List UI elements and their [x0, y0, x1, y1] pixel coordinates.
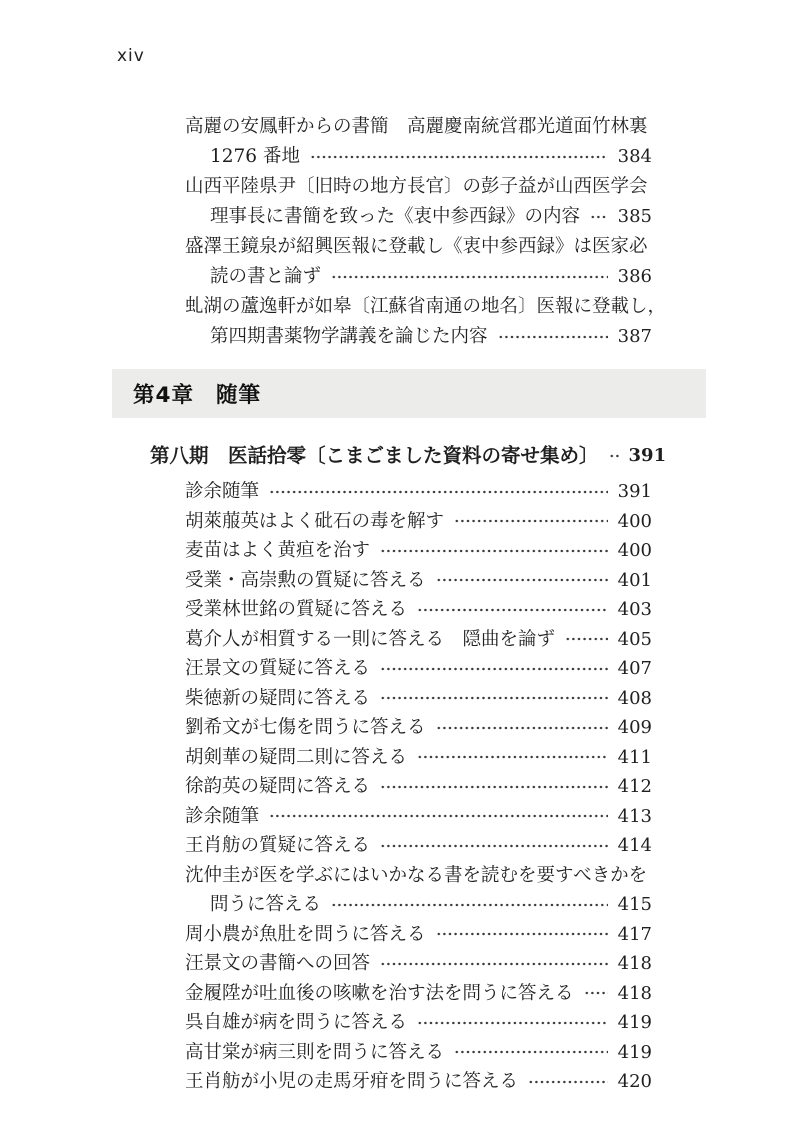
toc-entry-row — [150, 1038, 652, 1068]
toc-entry-row — [150, 595, 652, 625]
dot-leader — [269, 477, 608, 507]
entry-page-number: 405 — [617, 628, 652, 650]
toc-entry-row — [150, 232, 652, 262]
entry-page-number: 408 — [617, 687, 652, 709]
entry-title: 徐韵英の疑問に答える — [185, 776, 371, 797]
entry-title: 金履陞が吐血後の咳嗽を治す法を問うに答える — [185, 982, 574, 1004]
entry-title: 第四期書薬物学講義を論じた内容 — [210, 326, 488, 347]
toc-entry-row — [150, 322, 652, 352]
entry-title: 呉自雄が病を問うに答える — [185, 1012, 408, 1033]
toc-entry-row — [150, 566, 652, 596]
entry-title: 受業林世銘の質疑に答える — [185, 599, 408, 620]
entry-title: 診余随筆 — [185, 805, 260, 827]
entry-title: 虬湖の蘆逸軒が如皋〔江蘇省南通の地名〕医報に登載し， — [185, 296, 667, 317]
toc-entry-row — [150, 536, 652, 566]
entry-page-number: 411 — [617, 746, 652, 768]
entry-title: 理事長に書簡を致った《衷中参西録》の内容 — [210, 206, 581, 227]
toc-entry-row — [150, 684, 652, 714]
section-heading-title: 第八期 医話拾零〔こまごました資料の寄せ集め〕 — [150, 444, 599, 467]
toc-entry-row — [150, 292, 667, 322]
toc-entry-row — [150, 713, 652, 743]
dot-leader — [269, 802, 608, 832]
toc-entry-row — [150, 625, 652, 655]
entry-title: 劉希文が七傷を問うに答える — [185, 717, 426, 738]
toc-entry-row — [150, 831, 652, 861]
toc-entry-row — [150, 920, 652, 950]
toc-entry-row — [150, 262, 652, 292]
dot-leader — [380, 772, 608, 802]
dot-leader — [417, 1008, 608, 1038]
entry-page-number: 387 — [617, 326, 652, 347]
entry-page-number: 419 — [617, 1012, 652, 1033]
toc-entry-row — [150, 949, 652, 979]
dot-leader — [417, 743, 608, 773]
toc-top-block — [150, 112, 667, 352]
toc-entry-row — [150, 1067, 652, 1097]
dot-leader — [331, 262, 608, 292]
entry-title: 王肖舫の質疑に答える — [185, 835, 371, 856]
dot-leader — [380, 654, 608, 684]
entry-title: 1276 番地 — [210, 146, 300, 167]
entry-page-number: 413 — [617, 805, 652, 827]
entry-title: 王肖舫が小児の走馬牙疳を問うに答える — [185, 1071, 519, 1092]
entry-title: 汪景文の質疑に答える — [185, 658, 371, 679]
dot-leader — [528, 1067, 608, 1097]
toc-entry-row — [150, 172, 652, 202]
dot-leader — [436, 566, 608, 596]
toc-entry-row — [150, 743, 652, 773]
toc-entry-row — [150, 477, 652, 507]
entry-title: 柴徳新の疑問に答える — [185, 687, 371, 709]
page-folio: xiv — [117, 46, 145, 66]
entry-title: 読の書と論ず — [210, 266, 322, 287]
entry-page-number: 420 — [617, 1071, 652, 1092]
dot-leader — [590, 202, 608, 232]
dot-leader — [565, 625, 608, 655]
dot-leader — [454, 507, 608, 537]
dot-leader — [331, 890, 608, 920]
chapter-heading-bar — [112, 369, 706, 418]
toc-entry-row — [150, 202, 652, 232]
entry-page-number: 400 — [617, 540, 652, 561]
toc-main-block — [150, 477, 652, 1097]
dot-leader — [436, 920, 608, 950]
dot-leader — [454, 1038, 608, 1068]
dot-leader — [609, 441, 621, 471]
entry-title: 受業・高崇勲の質疑に答える — [185, 569, 426, 591]
chapter-number: 第4章 — [133, 383, 194, 408]
entry-page-number: 412 — [617, 776, 652, 797]
entry-title: 高麗の安鳳軒からの書簡 高麗慶南統営郡光道面竹林裏 — [185, 116, 648, 137]
dot-leader — [380, 684, 608, 714]
entry-title: 麦苗はよく黄疸を治す — [185, 540, 371, 561]
dot-leader — [380, 536, 608, 566]
toc-entry-row — [150, 112, 652, 142]
toc-entry-row — [150, 802, 652, 832]
entry-title: 高甘棠が病三則を問うに答える — [185, 1041, 445, 1063]
entry-page-number: 407 — [617, 658, 652, 679]
entry-page-number: 419 — [617, 1041, 652, 1063]
entry-page-number: 384 — [617, 146, 652, 167]
dot-leader — [310, 142, 608, 172]
entry-title: 葛介人が相質する一則に答える 隠曲を論ず — [185, 628, 556, 650]
toc-entry-row — [150, 861, 652, 891]
toc-entry-row — [150, 772, 652, 802]
entry-page-number: 391 — [617, 481, 652, 502]
section-heading-row — [150, 441, 667, 471]
dot-leader — [380, 949, 608, 979]
entry-title: 診余随筆 — [185, 481, 260, 502]
entry-page-number: 386 — [617, 266, 652, 287]
toc-entry-row — [150, 890, 652, 920]
toc-entry-row — [150, 507, 652, 537]
dot-leader — [498, 322, 608, 352]
entry-title: 問うに答える — [210, 894, 322, 915]
toc-entry-row — [150, 654, 652, 684]
entry-title: 胡剣華の疑問二則に答える — [185, 746, 408, 768]
entry-title: 山西平陸県尹〔旧時の地方長官〕の彭子益が山西医学会 — [185, 176, 648, 197]
entry-title: 胡萊菔英はよく砒石の毒を解す — [185, 510, 445, 532]
dot-leader — [380, 831, 608, 861]
entry-page-number: 401 — [617, 569, 652, 591]
entry-title: 沈仲圭が医を学ぶにはいかなる書を読むを要すべきかを — [185, 864, 648, 886]
section-heading-page-number: 391 — [628, 445, 667, 466]
entry-title: 周小農が魚肚を問うに答える — [185, 923, 426, 945]
entry-page-number: 415 — [617, 894, 652, 915]
entry-page-number: 409 — [617, 717, 652, 738]
chapter-title: 随筆 — [215, 383, 261, 408]
entry-title: 盛澤王鏡泉が紹興医報に登載し《衷中参西録》は医家必 — [185, 236, 648, 257]
dot-leader — [436, 713, 608, 743]
entry-page-number: 417 — [617, 923, 652, 945]
entry-page-number: 414 — [617, 835, 652, 856]
entry-title: 汪景文の書簡への回答 — [185, 953, 371, 974]
entry-page-number: 385 — [617, 206, 652, 227]
dot-leader — [417, 595, 608, 625]
toc-entry-row — [150, 1008, 652, 1038]
entry-page-number: 418 — [617, 953, 652, 974]
entry-page-number: 403 — [617, 599, 652, 620]
toc-entry-row — [150, 979, 652, 1009]
toc-entry-row — [150, 142, 652, 172]
entry-page-number: 400 — [617, 510, 652, 532]
dot-leader — [584, 979, 608, 1009]
entry-page-number: 418 — [617, 982, 652, 1004]
